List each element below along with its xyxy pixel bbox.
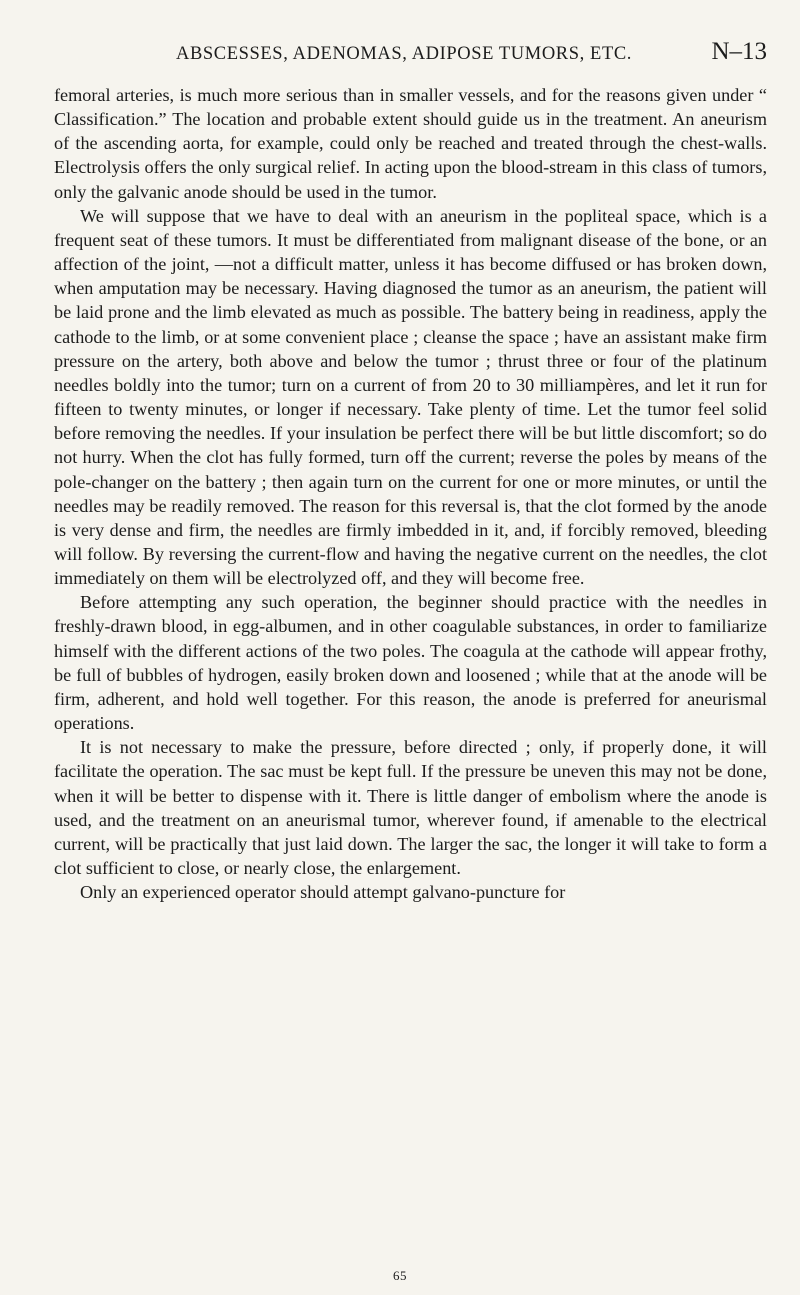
paragraph-4: It is not necessary to make the pressure, before directed ; only, if properly done, it will facilitate the operation. The sac must be kept full. If the pressure be uneven this may not be done, when it will be better to dispense with it. There is little danger of embolism where the anode is used, and the treatment on an aneurismal tumor, wherever found, if amenable to the electrical current, will be practically that just laid down. The larger the sac, the longer it will take to form a clot sufficient to close, or nearly close, the enlargement.	[54, 737, 767, 878]
paragraph-1: femoral arteries, is much more serious than in smaller vessels, and for the reasons given under “ Classification.” The location and probable extent should guide us in the treatment. An aneurism of the ascending aorta, for example, could only be reached and treated through the chest-walls. Electrolysis offers the only surgical relief. In acting upon the blood-stream in this class of tumors, only the galvanic anode should be used in the tumor.	[54, 85, 767, 202]
paragraph-5: Only an experienced operator should attempt galvano-puncture for	[80, 882, 566, 903]
body-text	[54, 83, 767, 904]
page-number: 65	[393, 1268, 407, 1283]
paragraph-3: Before attempting any such operation, the beginner should practice with the needles in freshly-drawn blood, in egg-albumen, and in other coagulable substances, in order to familiarize himself with the different actions of the two poles. The coagula at the cathode will appear frothy, be full of bubbles of hydrogen, easily broken down and loosened ; while that at the anode will be firm, adherent, and hold well together. For this reason, the anode is preferred for aneurismal operations.	[54, 592, 767, 734]
page-code: N–13	[711, 38, 767, 65]
running-head: ABSCESSES, ADENOMAS, ADIPOSE TUMORS, ETC.	[176, 44, 633, 64]
page-header	[0, 38, 800, 78]
paragraph-2: We will suppose that we have to deal with an aneurism in the popliteal space, which is a frequent seat of these tumors. It must be differentiated from malignant disease of the bone, or an affection of the joint, —not a difficult matter, unless it has become diffused or has broken down, when amputation may be necessary. Having diagnosed the tumor as an aneurism, the patient will be laid prone and the limb elevated as much as possible. The battery being in readiness, apply the cathode to the limb, or at some convenient place ; cleanse the space ; have an assistant make firm pressure on the artery, both above and below the tumor ; thrust three or four of the platinum needles boldly into the tumor; turn on a current of from 20 to 30 milliampères, and let it run for fifteen to twenty minutes, or longer if necessary. Take plenty of time. Let the tumor feel solid before removing the needles. If your insulation be perfect there will be but little discomfort; so do not hurry. When the clot has fully formed, turn off the current; reverse the poles by means of the pole-changer on the battery ; then again turn on the current for one or more minutes, or until the needles may be readily removed. The reason for this reversal is, that the clot formed by the anode is very dense and firm, the needles are firmly imbedded in it, and, if forcibly removed, bleeding will follow. By reversing the current-flow and having the negative current on the needles, the clot immediately on them will be electrolyzed off, and they will become free.	[54, 205, 767, 589]
